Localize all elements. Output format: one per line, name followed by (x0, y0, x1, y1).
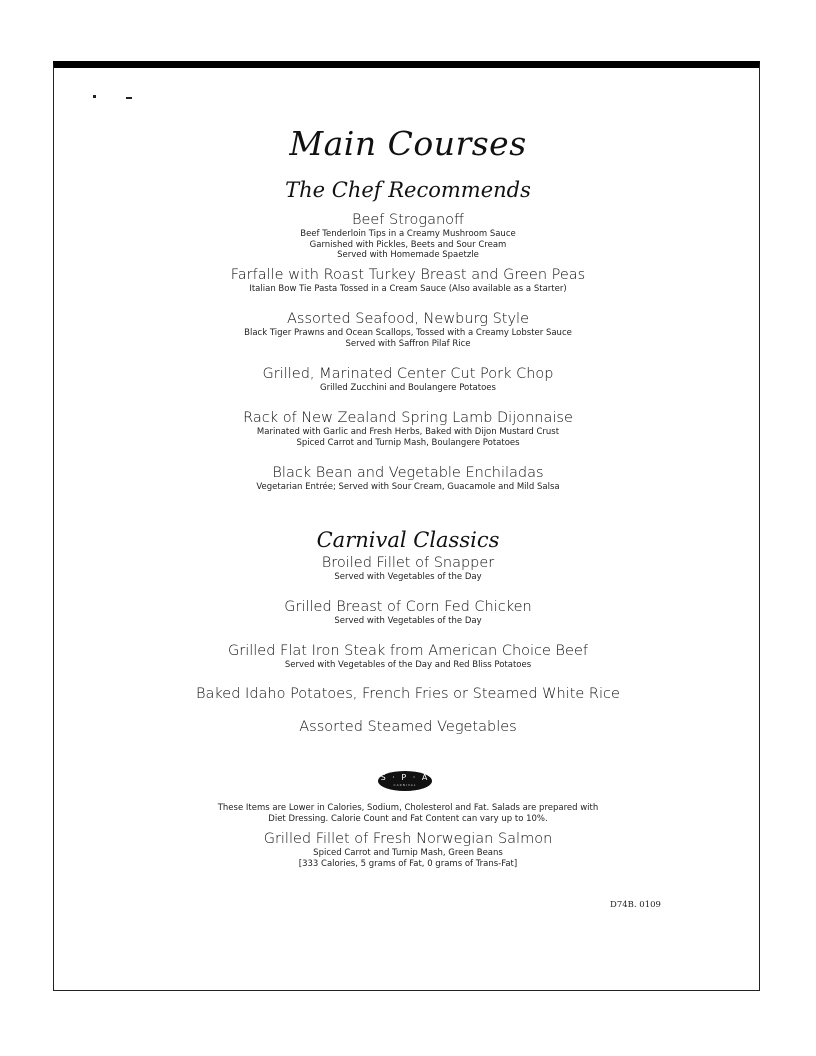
menu-item (0, 212, 816, 261)
menu-item-name: Black Bean and Vegetable Enchiladas (272, 465, 544, 481)
spa-note-line: These Items are Lower in Calories, Sodium, Cholesterol and Fat. Salads are prepared with (217, 803, 599, 813)
section-heading-classics: Carnival Classics (316, 528, 500, 552)
spa-logo-text: S · P · A (380, 773, 430, 782)
menu-item-desc: Served with Saffron Pilaf Rice (345, 338, 471, 349)
menu-item (0, 643, 816, 671)
menu-item-desc: Served with Homemade Spaetzle (337, 250, 479, 260)
menu-item-desc: Grilled Zucchini and Boulangere Potatoes (320, 383, 496, 393)
menu-item (0, 719, 816, 736)
menu-item (0, 311, 816, 349)
menu-item-desc: Served with Vegetables of the Day and Red Bliss Potatoes (284, 660, 532, 670)
spa-note (0, 803, 816, 825)
menu-item (0, 686, 816, 703)
menu-item-name: Grilled, Marinated Center Cut Pork Chop (262, 366, 554, 382)
menu-item-name: Rack of New Zealand Spring Lamb Dijonnaise (243, 410, 573, 426)
menu-item (0, 267, 816, 295)
menu-item-desc: Spiced Carrot and Turnip Mash, Boulangere Potatoes (296, 437, 520, 448)
spa-note-line: Diet Dressing. Calorie Count and Fat Content can vary up to 10%. (268, 814, 548, 824)
menu-item-desc: Marinated with Garlic and Fresh Herbs, Baked with Dijon Mustard Crust (256, 427, 560, 437)
section-heading-chef: The Chef Recommends (285, 178, 531, 202)
menu-item-name: Assorted Steamed Vegetables (299, 719, 517, 735)
menu-item-desc: Vegetarian Entrée; Served with Sour Cream, Guacamole and Mild Salsa (256, 482, 560, 492)
scan-speck (93, 95, 96, 98)
menu-item-name: Farfalle with Roast Turkey Breast and Green Peas (230, 267, 586, 283)
menu-item (0, 555, 816, 583)
scan-speck (126, 97, 132, 99)
document-code: D74B. 0109 (610, 900, 661, 910)
menu-item-name: Assorted Seafood, Newburg Style (286, 311, 530, 327)
menu-item-name: Baked Idaho Potatoes, French Fries or Steamed White Rice (196, 686, 620, 702)
menu-item-name: Grilled Flat Iron Steak from American Choice Beef (228, 643, 588, 659)
spa-logo (378, 771, 432, 791)
menu-item-desc: Spiced Carrot and Turnip Mash, Green Beans (313, 848, 503, 858)
menu-item-desc: Served with Vegetables of the Day (334, 616, 482, 626)
menu-item (0, 599, 816, 627)
menu-item (0, 465, 816, 493)
menu-item-name: Broiled Fillet of Snapper (321, 555, 495, 571)
menu-item-desc: Beef Tenderloin Tips in a Creamy Mushroom Sauce (300, 229, 516, 239)
page-title: Main Courses (289, 124, 527, 163)
menu-item (0, 366, 816, 394)
spa-menu-item (0, 831, 816, 869)
menu-item-name: Beef Stroganoff (351, 212, 465, 228)
menu-item-name: Grilled Fillet of Fresh Norwegian Salmon (263, 831, 553, 847)
menu-item-name: Grilled Breast of Corn Fed Chicken (284, 599, 532, 615)
menu-item (0, 410, 816, 448)
menu-item-desc: Italian Bow Tie Pasta Tossed in a Cream Sauce (Also available as a Starter) (249, 284, 567, 294)
menu-item-desc: Garnished with Pickles, Beets and Sour Cream (309, 239, 507, 250)
menu-item-desc: Black Tiger Prawns and Ocean Scallops, Tossed with a Creamy Lobster Sauce (244, 328, 572, 338)
menu-item-desc: [333 Calories, 5 grams of Fat, 0 grams of Trans-Fat] (298, 858, 518, 869)
spa-logo-subtext: CARNIVAL (393, 783, 417, 787)
menu-item-desc: Served with Vegetables of the Day (334, 572, 482, 582)
